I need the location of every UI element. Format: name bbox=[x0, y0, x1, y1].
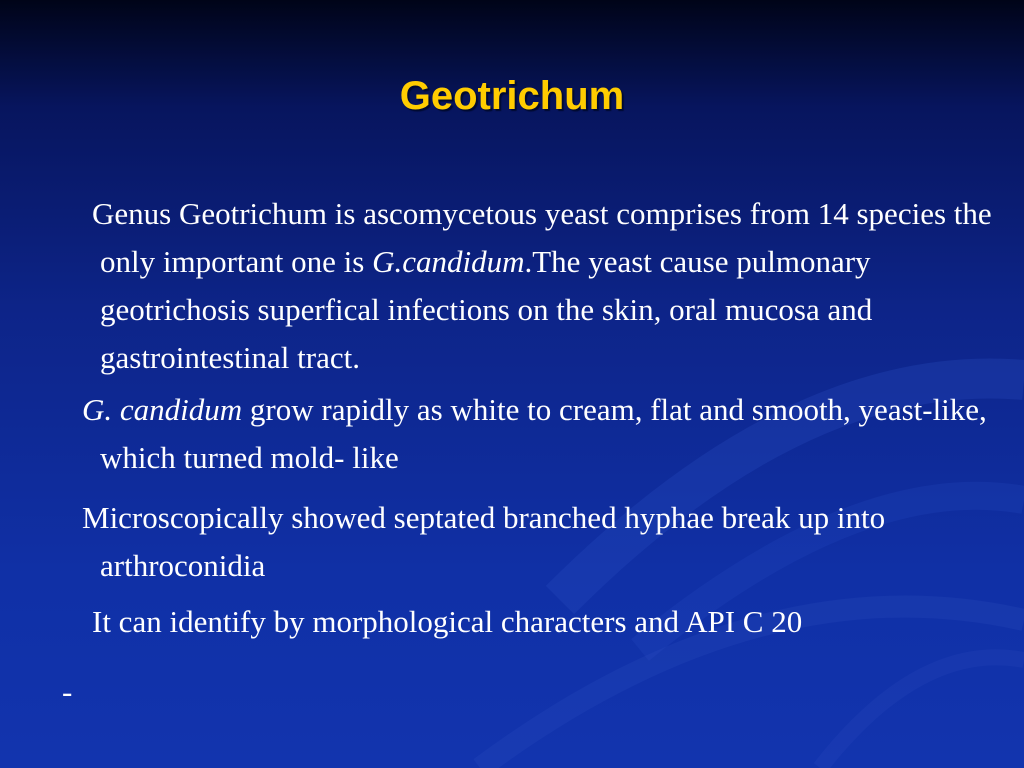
paragraph-identification: It can identify by morphological characters and API C 20 bbox=[92, 604, 803, 639]
slide-title: Geotrichum bbox=[399, 74, 625, 118]
paragraph-genus-text-end: .The yeast cause pulmonary geotrichosis superfical infections on the skin, oral mucosa and gastrointestinal tract. bbox=[100, 244, 873, 375]
species-name-italic: G.candidum bbox=[372, 244, 525, 279]
trailing-dash: - bbox=[62, 674, 73, 709]
paragraph-microscopy: Microscopically showed septated branched hyphae break up into arthroconidia bbox=[82, 500, 886, 583]
species-name-italic: G. candidum bbox=[82, 392, 243, 427]
paragraph-genus-text-start: Genus Geotrichum is ascomycetous yeast comprises from 14 species the only important one is bbox=[92, 196, 992, 279]
paragraph-growth-text: grow rapidly as white to cream, flat and smooth, yeast-like, which turned mold- like bbox=[100, 392, 987, 475]
paragraph-genus-description bbox=[92, 190, 1000, 382]
paragraph-growth-description bbox=[82, 386, 1000, 482]
